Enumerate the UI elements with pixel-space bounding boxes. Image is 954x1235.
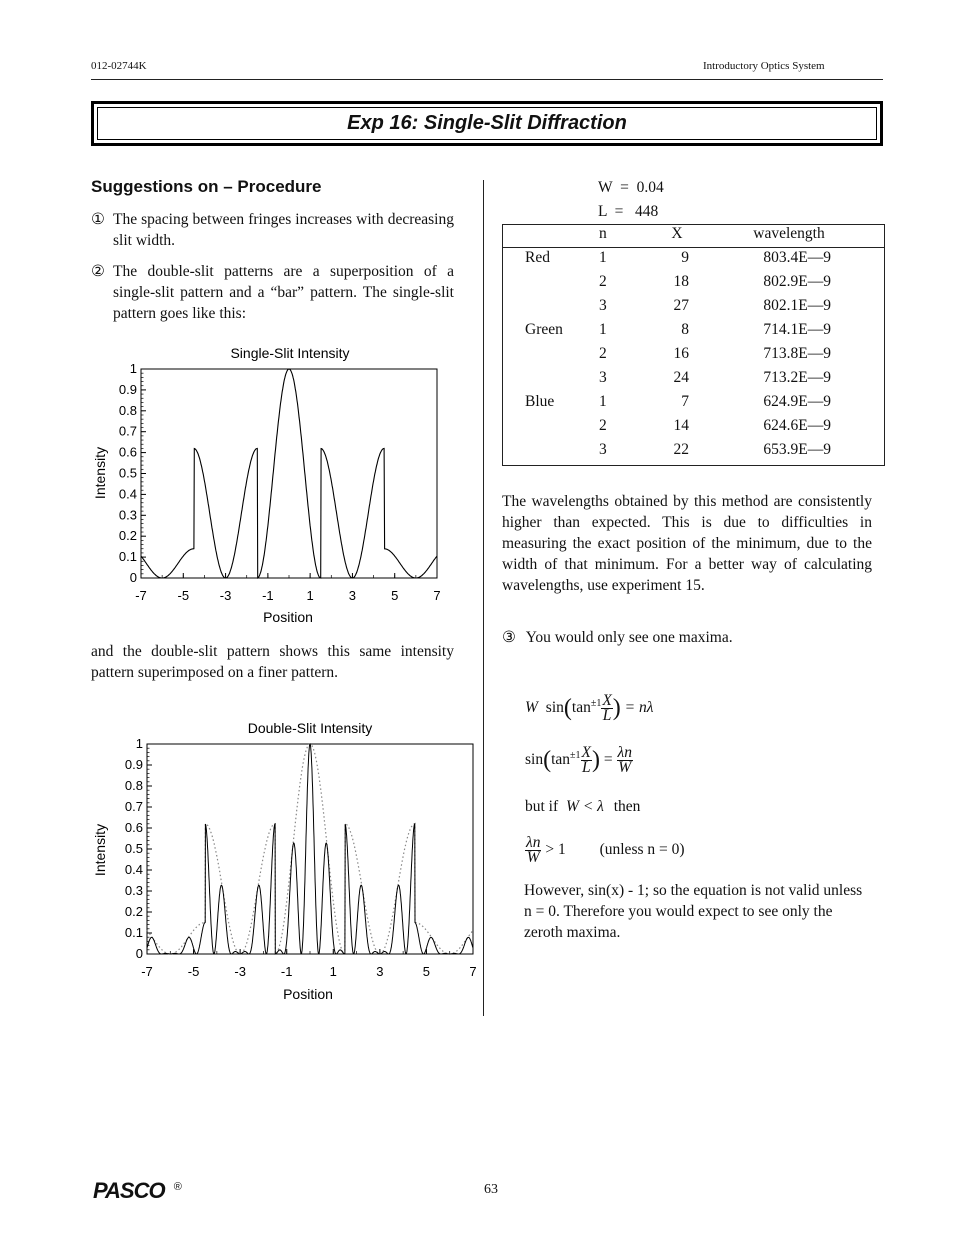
- column-divider: [483, 180, 484, 1016]
- x-tick-label: -7: [135, 588, 147, 603]
- item-number: ②: [91, 263, 105, 280]
- eq-tan: tan: [571, 699, 591, 717]
- table-cell: 18: [673, 273, 689, 290]
- table-cell: Green: [525, 321, 563, 338]
- frac-denominator: L: [602, 707, 612, 724]
- table-cell: 2: [599, 417, 607, 434]
- ineq-gt: > 1: [545, 841, 566, 859]
- table-cell: 1: [599, 393, 607, 410]
- x-tick-label: 3: [348, 588, 357, 603]
- table-header-cell: n: [599, 225, 607, 242]
- eq-equals: =: [603, 751, 613, 769]
- list-item-2: [91, 261, 454, 324]
- x-tick-label: -7: [141, 964, 153, 979]
- y-tick-label: 1: [135, 736, 143, 751]
- table-cell: Blue: [525, 393, 555, 410]
- table-cell: 27: [673, 297, 689, 314]
- y-tick-label: 0.8: [124, 778, 143, 793]
- eq-sin: sin: [525, 751, 544, 769]
- double-slit-chart: [85, 710, 485, 1010]
- equation-2: $\sin(\tan^{\pm 1}$ $\frac{X}{L}$ ) = $\frac{\lambda n}{W}$: [525, 744, 632, 776]
- page-number: 63: [484, 1182, 498, 1197]
- param-l: L = 448: [598, 203, 659, 220]
- x-tick-label: -3: [234, 964, 246, 979]
- frac-denominator: W: [618, 759, 632, 776]
- item-number: ③: [502, 629, 516, 646]
- x-tick-label: 7: [433, 588, 441, 603]
- equation-1: W $\sin(\tan^{\pm 1}$ $\frac{X}{L}$ ) = nλ: [525, 692, 654, 724]
- then-text: then: [613, 798, 641, 815]
- plot-frame: [147, 744, 473, 954]
- table-cell: 3: [599, 369, 607, 386]
- eq-sin: sin: [545, 699, 564, 717]
- table-header-rule: [503, 247, 884, 248]
- plot-frame: [141, 369, 437, 578]
- eq-rhs-fraction: [617, 746, 633, 775]
- title-box-inner: [97, 107, 877, 140]
- y-tick-label: 0: [135, 946, 143, 961]
- y-axis-label: Intensity: [92, 823, 108, 877]
- however-paragraph: However, sin(x) - 1; so the equation is not valid unless n = 0. Therefore you would expect to see only the zeroth maxima.: [524, 882, 863, 941]
- system-name: Introductory Optics System: [703, 60, 825, 72]
- param-w: W = 0.04: [598, 179, 664, 196]
- y-tick-label: 0.2: [118, 528, 137, 544]
- table-cell: 14: [673, 417, 689, 434]
- y-tick-label: 0: [129, 570, 137, 585]
- section-heading: Suggestions on – Procedure: [91, 177, 322, 196]
- x-tick-label: -3: [219, 588, 232, 603]
- x-tick-label: 3: [376, 964, 384, 979]
- frac-denominator: W: [526, 849, 540, 866]
- x-tick-label: 5: [391, 588, 399, 603]
- item-text: The double-slit patterns are a superposition of a single-slit pattern and a “bar” pattern. The single-slit pattern goes like this:: [113, 263, 454, 322]
- y-tick-label: 0.3: [118, 507, 137, 523]
- wavelength-table: [502, 224, 885, 466]
- y-tick-label: 0.6: [124, 820, 143, 835]
- table-cell: 653.9E—9: [763, 441, 831, 458]
- single-slit-curve: [141, 369, 437, 578]
- frac-numerator: X: [581, 744, 591, 761]
- y-tick-label: 0.7: [124, 799, 143, 814]
- table-cell: 714.1E—9: [763, 321, 831, 338]
- registered-mark: ®: [173, 1180, 181, 1193]
- double-slit-curve: [147, 744, 473, 954]
- table-cell: 8: [681, 321, 689, 338]
- y-tick-label: 0.1: [124, 925, 143, 940]
- table-cell: 7: [681, 393, 689, 410]
- x-tick-label: 7: [469, 964, 477, 979]
- table-header-cell: X: [671, 225, 683, 242]
- y-tick-label: 0.7: [118, 423, 137, 439]
- y-tick-label: 0.5: [124, 841, 143, 856]
- condition: W < λ: [566, 798, 604, 815]
- item-number: ①: [91, 211, 105, 228]
- x-axis-label: Position: [283, 986, 333, 1002]
- y-tick-label: 0.8: [118, 402, 137, 418]
- condition-line: [525, 798, 640, 816]
- eq-sup: ±1: [590, 697, 602, 709]
- table-cell: 803.4E—9: [763, 249, 831, 266]
- y-tick-label: 0.4: [124, 862, 143, 877]
- table-cell: 624.6E—9: [763, 417, 831, 434]
- item-text: You would only see one maxima.: [525, 629, 733, 646]
- x-tick-label: 5: [422, 964, 431, 979]
- envelope-curve: [147, 744, 473, 954]
- single-slit-chart: [85, 335, 465, 635]
- table-cell: 2: [599, 273, 607, 290]
- frac-numerator: X: [602, 692, 612, 709]
- y-tick-label: 1: [129, 361, 137, 376]
- table-cell: 9: [681, 249, 689, 266]
- title-box: [91, 101, 883, 146]
- table-cell: 624.9E—9: [763, 393, 831, 410]
- y-tick-label: 0.1: [118, 549, 137, 565]
- item-text: The spacing between fringes increases with decreasing slit width.: [113, 211, 454, 249]
- explanation-paragraph: The wavelengths obtained by this method are consistently higher than expected. This is due to difficulties in measuring the exact position of the minimum, due to the width of that minimum. For a better way of calculating wavelengths, use experiment 15.: [502, 493, 872, 594]
- frac-denominator: L: [581, 759, 591, 776]
- eq-fraction: [601, 694, 612, 723]
- pasco-logo: [93, 1178, 181, 1204]
- x-tick-label: -5: [177, 588, 190, 603]
- x-tick-label: -5: [187, 964, 200, 979]
- chart-title: Single-Slit Intensity: [230, 345, 350, 361]
- but-if-text: but if: [525, 798, 559, 815]
- inequality: [525, 836, 685, 865]
- y-tick-label: 0.3: [124, 883, 143, 898]
- eq-w: W: [525, 699, 538, 717]
- table-cell: 16: [673, 345, 689, 362]
- table-cell: 713.2E—9: [763, 369, 831, 386]
- logo-text: PASCO: [93, 1178, 165, 1203]
- header-rule: [91, 79, 883, 80]
- table-cell: 1: [599, 321, 607, 338]
- ineq-fraction: [525, 836, 541, 865]
- frac-numerator: λn: [526, 834, 541, 851]
- table-cell: Red: [525, 249, 550, 266]
- eq-rhs: = nλ: [624, 699, 654, 717]
- table-cell: 802.1E—9: [763, 297, 831, 314]
- x-tick-label: -1: [262, 588, 274, 603]
- list-item-1: [91, 209, 454, 251]
- y-axis-label: Intensity: [92, 446, 108, 500]
- ineq-unless: (unless n = 0): [599, 841, 685, 859]
- table-cell: 802.9E—9: [763, 273, 831, 290]
- page-title: Exp 16: Single-Slit Diffraction: [347, 112, 627, 134]
- x-tick-label: -1: [280, 964, 293, 979]
- table-cell: 713.8E—9: [763, 345, 831, 362]
- table-cell: 24: [673, 369, 689, 386]
- list-item-3: [502, 627, 872, 648]
- y-tick-label: 0.5: [118, 465, 137, 481]
- eq-tan: tan: [551, 751, 571, 769]
- table-header-cell: wavelength: [753, 225, 825, 242]
- y-tick-label: 0.2: [124, 904, 143, 919]
- y-tick-label: 0.9: [124, 757, 143, 772]
- y-tick-label: 0.4: [118, 486, 137, 502]
- frac-numerator: λn: [617, 744, 632, 761]
- table-cell: 22: [673, 441, 689, 458]
- eq-fraction: [581, 746, 592, 775]
- table-cell: 1: [599, 249, 607, 266]
- y-tick-label: 0.6: [118, 444, 137, 460]
- doc-number: 012-02744K: [91, 60, 147, 72]
- eq-sup: ±1: [570, 749, 581, 761]
- table-cell: 3: [599, 441, 607, 458]
- chart-title: Double-Slit Intensity: [247, 720, 373, 736]
- table-cell: 3: [599, 297, 607, 314]
- y-tick-label: 0.9: [118, 381, 137, 397]
- x-tick-label: 1: [329, 964, 337, 979]
- between-charts-text: and the double-slit pattern shows this same intensity pattern superimposed on a finer pattern.: [91, 643, 454, 681]
- x-axis-label: Position: [263, 609, 313, 625]
- x-tick-label: 1: [306, 588, 314, 603]
- table-cell: 2: [599, 345, 607, 362]
